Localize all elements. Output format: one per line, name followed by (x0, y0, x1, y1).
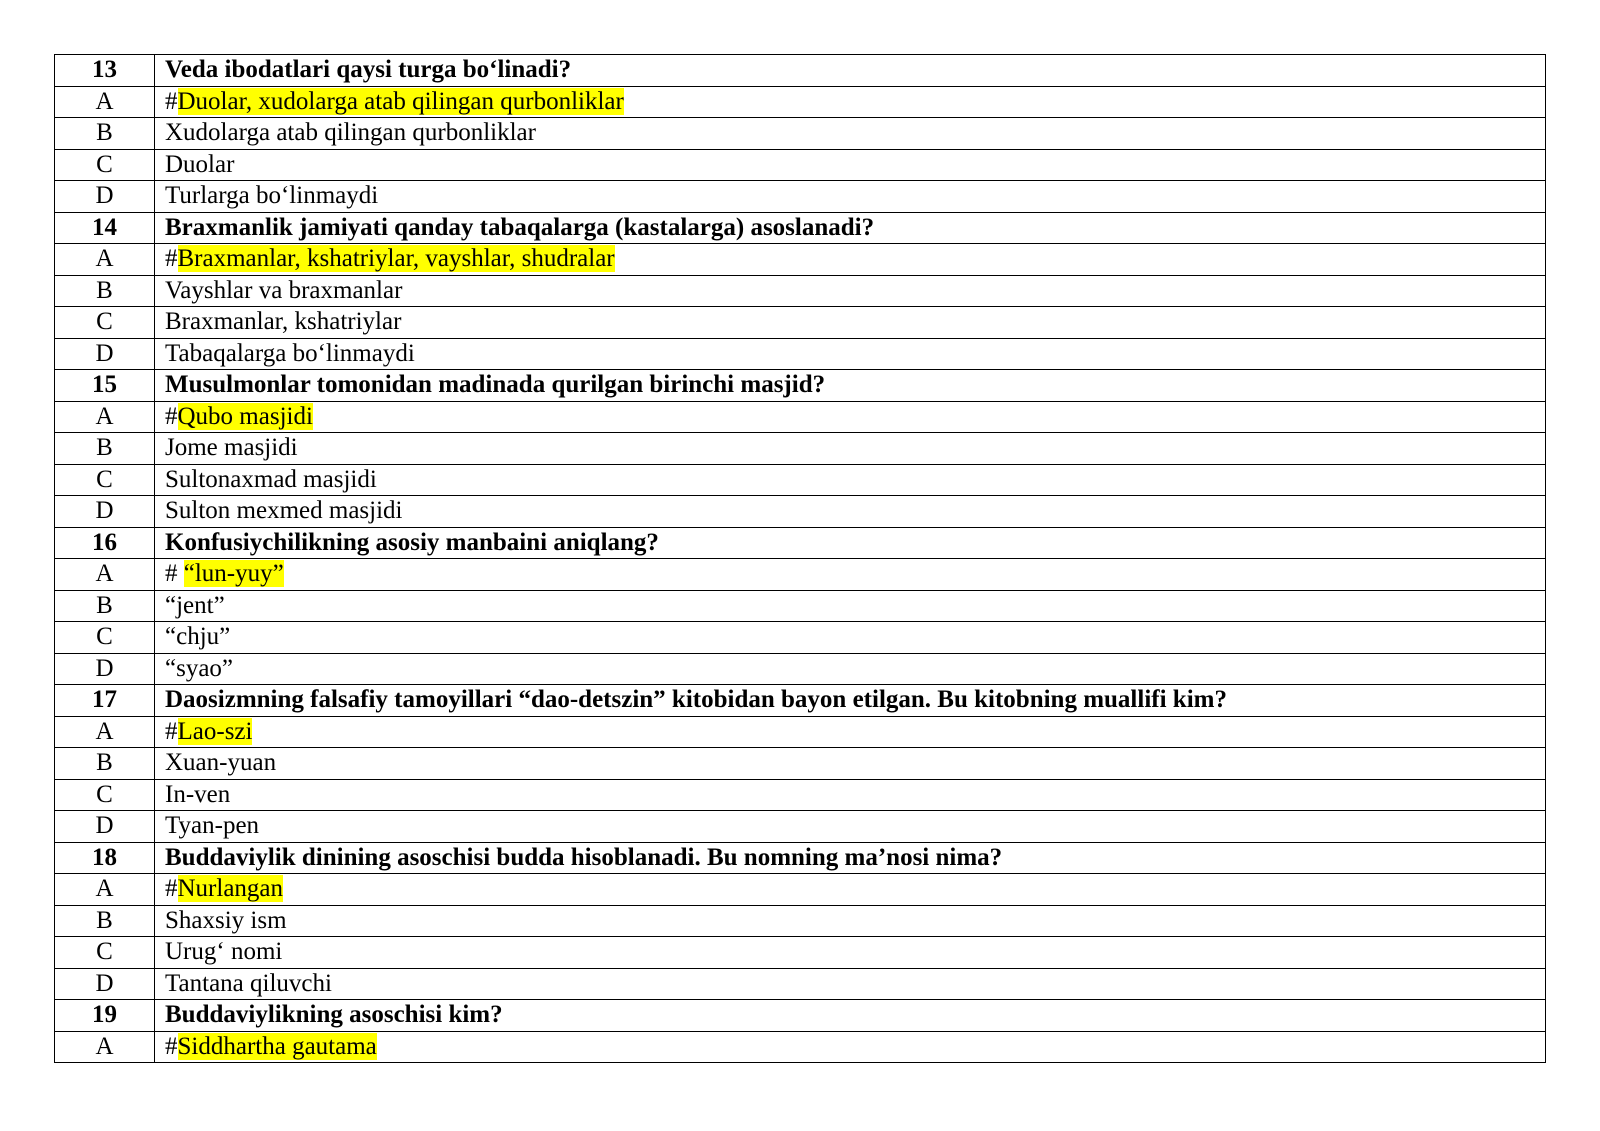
option-cell (155, 905, 1546, 937)
option-cell (155, 811, 1546, 843)
option-letter: A (55, 874, 155, 906)
option-text: “syao” (165, 654, 234, 682)
option-letter: B (55, 275, 155, 307)
option-text: Tantana qiluvchi (165, 969, 332, 997)
option-text: Urug‘ nomi (165, 938, 283, 966)
question-row (55, 55, 1546, 87)
correct-answer-marker: # (165, 560, 184, 588)
option-cell (155, 779, 1546, 811)
correct-answer-marker: # (165, 245, 178, 273)
correct-answer-text: Nurlangan (177, 875, 284, 903)
option-cell (155, 401, 1546, 433)
question-text: Buddaviylikning asoschisi kim? (155, 1000, 1546, 1032)
option-letter: C (55, 779, 155, 811)
option-row (55, 244, 1546, 276)
correct-answer-text: Lao-szi (177, 717, 253, 745)
option-row (55, 401, 1546, 433)
option-cell (155, 622, 1546, 654)
correct-answer-marker: # (165, 1032, 178, 1060)
option-letter: D (55, 968, 155, 1000)
option-row (55, 275, 1546, 307)
option-cell (155, 181, 1546, 213)
option-row (55, 874, 1546, 906)
question-row (55, 1000, 1546, 1032)
option-cell (155, 464, 1546, 496)
option-row (55, 811, 1546, 843)
option-letter: C (55, 622, 155, 654)
option-text: Jome masjidi (165, 434, 298, 462)
option-row (55, 307, 1546, 339)
question-number: 16 (55, 527, 155, 559)
question-number: 14 (55, 212, 155, 244)
question-row (55, 685, 1546, 717)
correct-answer-marker: # (165, 875, 178, 903)
option-row (55, 748, 1546, 780)
correct-answer-text: “lun-yuy” (183, 560, 284, 588)
option-cell (155, 716, 1546, 748)
question-number: 17 (55, 685, 155, 717)
option-text: Sultonaxmad masjidi (165, 465, 377, 493)
option-cell (155, 149, 1546, 181)
option-cell (155, 590, 1546, 622)
option-row (55, 433, 1546, 465)
correct-answer-marker: # (165, 402, 178, 430)
option-text: “chju” (165, 623, 231, 651)
correct-answer-text: Braxmanlar, kshatriylar, vayshlar, shudralar (177, 245, 615, 273)
question-text: Daosizmning falsafiy tamoyillari “dao-detszin” kitobidan bayon etilgan. Bu kitobning muallifi kim? (155, 685, 1546, 717)
question-number: 13 (55, 55, 155, 87)
correct-answer-marker: # (165, 717, 178, 745)
option-letter: C (55, 307, 155, 339)
option-letter: A (55, 401, 155, 433)
option-row (55, 622, 1546, 654)
option-letter: D (55, 653, 155, 685)
correct-answer-text: Duolar, xudolarga atab qilingan qurbonliklar (177, 87, 624, 115)
question-text: Braxmanlik jamiyati qanday tabaqalarga (kastalarga) asoslanadi? (155, 212, 1546, 244)
question-number: 19 (55, 1000, 155, 1032)
question-text: Musulmonlar tomonidan madinada qurilgan birinchi masjid? (155, 370, 1546, 402)
option-row (55, 937, 1546, 969)
option-cell (155, 653, 1546, 685)
correct-answer-text: Qubo masjidi (177, 402, 313, 430)
option-letter: C (55, 464, 155, 496)
option-row (55, 464, 1546, 496)
option-row (55, 559, 1546, 591)
option-letter: B (55, 118, 155, 150)
quiz-body (55, 55, 1546, 1063)
option-text: Tabaqalarga bo‘linmaydi (165, 339, 415, 367)
option-letter: D (55, 496, 155, 528)
option-text: In-ven (165, 780, 231, 808)
option-letter: A (55, 1031, 155, 1063)
correct-answer-marker: # (165, 87, 178, 115)
option-letter: C (55, 149, 155, 181)
option-cell (155, 496, 1546, 528)
option-row (55, 716, 1546, 748)
question-text: Buddaviylik dinining asoschisi budda hisoblanadi. Bu nomning ma’nosi nima? (155, 842, 1546, 874)
option-letter: D (55, 338, 155, 370)
option-letter: A (55, 716, 155, 748)
option-row (55, 968, 1546, 1000)
option-row (55, 590, 1546, 622)
option-text: Xuan-yuan (165, 749, 277, 777)
option-row (55, 181, 1546, 213)
option-letter: D (55, 181, 155, 213)
question-number: 15 (55, 370, 155, 402)
option-row (55, 779, 1546, 811)
quiz-table (54, 54, 1546, 1063)
question-text: Veda ibodatlari qaysi turga bo‘linadi? (155, 55, 1546, 87)
option-letter: A (55, 559, 155, 591)
option-text: Shaxsiy ism (165, 906, 287, 934)
option-row (55, 905, 1546, 937)
option-cell (155, 86, 1546, 118)
option-text: Duolar (165, 150, 235, 178)
option-text: “jent” (165, 591, 225, 619)
question-row (55, 527, 1546, 559)
option-row (55, 338, 1546, 370)
option-row (55, 118, 1546, 150)
option-text: Sulton mexmed masjidi (165, 497, 403, 525)
option-row (55, 1031, 1546, 1063)
option-text: Braxmanlar, kshatriylar (165, 308, 402, 336)
option-row (55, 86, 1546, 118)
option-letter: B (55, 590, 155, 622)
correct-answer-text: Siddhartha gautama (177, 1032, 377, 1060)
option-cell (155, 433, 1546, 465)
option-cell (155, 1031, 1546, 1063)
option-cell (155, 307, 1546, 339)
question-text: Konfusiychilikning asosiy manbaini aniqlang? (155, 527, 1546, 559)
option-text: Xudolarga atab qilingan qurbonliklar (165, 119, 536, 147)
option-cell (155, 748, 1546, 780)
option-letter: B (55, 433, 155, 465)
option-row (55, 149, 1546, 181)
option-letter: C (55, 937, 155, 969)
option-cell (155, 937, 1546, 969)
question-row (55, 212, 1546, 244)
option-letter: B (55, 905, 155, 937)
option-text: Vayshlar va braxmanlar (165, 276, 403, 304)
option-letter: B (55, 748, 155, 780)
option-cell (155, 338, 1546, 370)
question-row (55, 370, 1546, 402)
option-cell (155, 968, 1546, 1000)
option-cell (155, 244, 1546, 276)
option-letter: A (55, 86, 155, 118)
option-row (55, 496, 1546, 528)
option-text: Tyan-pen (165, 812, 260, 840)
option-letter: A (55, 244, 155, 276)
question-number: 18 (55, 842, 155, 874)
option-row (55, 653, 1546, 685)
option-cell (155, 118, 1546, 150)
option-cell (155, 874, 1546, 906)
option-cell (155, 275, 1546, 307)
question-row (55, 842, 1546, 874)
option-letter: D (55, 811, 155, 843)
option-cell (155, 559, 1546, 591)
option-text: Turlarga bo‘linmaydi (165, 182, 379, 210)
